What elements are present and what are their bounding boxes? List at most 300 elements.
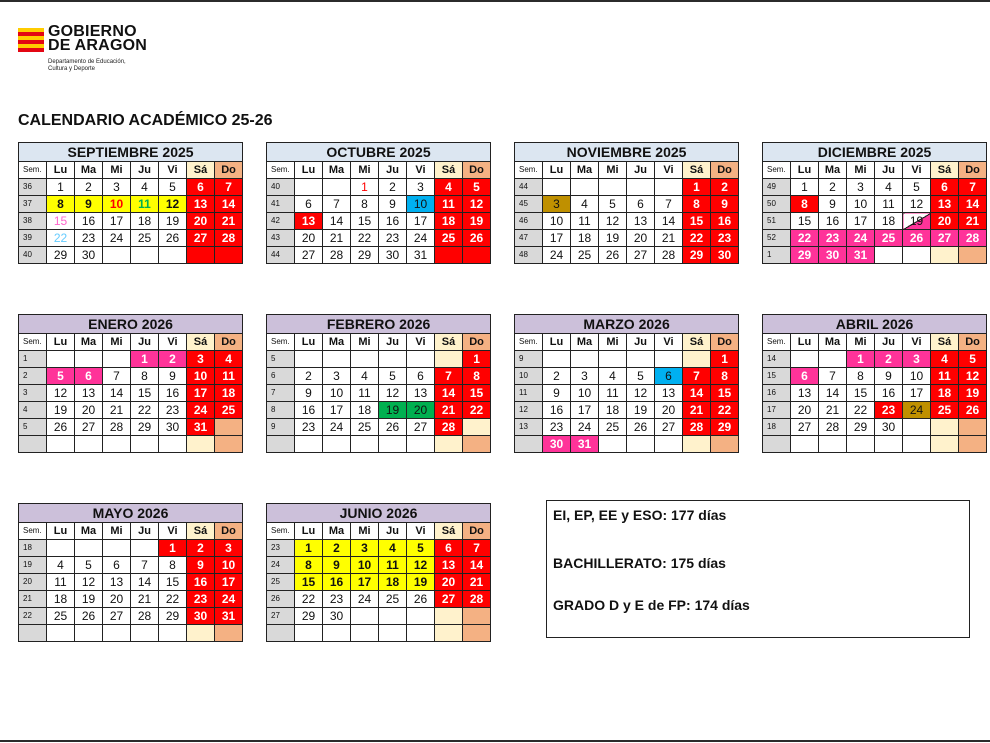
week-number: 26: [267, 591, 295, 608]
week-row: [19, 419, 243, 436]
weekday-header: Ma: [323, 334, 351, 351]
week-row: [19, 179, 243, 196]
week-number: 39: [19, 230, 47, 247]
day-cell: [187, 625, 215, 642]
day-cell: 7: [103, 368, 131, 385]
week-row: [267, 436, 491, 453]
day-cell: 3: [215, 540, 243, 557]
day-cell: 11: [599, 385, 627, 402]
day-cell: 3: [351, 540, 379, 557]
day-cell: [543, 179, 571, 196]
week-row: [19, 196, 243, 213]
weekday-header: Vi: [159, 334, 187, 351]
day-cell: 1: [683, 179, 711, 196]
week-row: [515, 368, 739, 385]
day-cell: [103, 436, 131, 453]
day-cell: 27: [407, 419, 435, 436]
weekday-header: Ju: [627, 162, 655, 179]
day-cell: 9: [295, 385, 323, 402]
weekday-header: Ju: [131, 523, 159, 540]
day-cell: 31: [407, 247, 435, 264]
day-cell: 13: [187, 196, 215, 213]
week-number: 17: [763, 402, 791, 419]
day-cell: 17: [543, 230, 571, 247]
day-cell: 14: [215, 196, 243, 213]
day-cell: 14: [435, 385, 463, 402]
day-cell: 6: [627, 196, 655, 213]
day-cell: 17: [323, 402, 351, 419]
day-cell: 15: [159, 574, 187, 591]
day-cell: 12: [75, 574, 103, 591]
day-cell: 30: [819, 247, 847, 264]
day-cell: 30: [187, 608, 215, 625]
day-cell: 3: [103, 179, 131, 196]
day-cell: 9: [159, 368, 187, 385]
day-cell: 21: [103, 402, 131, 419]
day-cell: 21: [131, 591, 159, 608]
weekday-header: Sá: [435, 334, 463, 351]
week-row: [515, 351, 739, 368]
weekday-header: Do: [215, 334, 243, 351]
week-row: [267, 419, 491, 436]
day-cell: 6: [295, 196, 323, 213]
day-cell: 15: [351, 213, 379, 230]
day-cell: 12: [379, 385, 407, 402]
week-row: [763, 230, 987, 247]
month-title: FEBRERO 2026: [267, 315, 491, 334]
day-cell: 4: [875, 179, 903, 196]
month-table: [762, 314, 987, 453]
day-cell: 19: [959, 385, 987, 402]
month-table: [266, 142, 491, 264]
day-cell: 11: [351, 385, 379, 402]
day-cell: 19: [47, 402, 75, 419]
week-column-header: Sem.: [763, 334, 791, 351]
calendar-june: [266, 503, 490, 642]
day-cell: 22: [683, 230, 711, 247]
week-row: [19, 625, 243, 642]
weekday-header: Lu: [47, 162, 75, 179]
day-cell: 27: [75, 419, 103, 436]
day-cell: [655, 179, 683, 196]
day-cell: 16: [711, 213, 739, 230]
day-cell: 20: [103, 591, 131, 608]
day-cell: 8: [847, 368, 875, 385]
day-cell: 6: [791, 368, 819, 385]
day-cell: 5: [47, 368, 75, 385]
day-cell: 27: [931, 230, 959, 247]
day-cell: 10: [351, 557, 379, 574]
day-cell: 15: [711, 385, 739, 402]
day-cell: 19: [599, 230, 627, 247]
day-cell: 8: [47, 196, 75, 213]
day-cell: 10: [103, 196, 131, 213]
day-cell: 5: [75, 557, 103, 574]
day-cell: 7: [435, 368, 463, 385]
weekday-header: Lu: [543, 334, 571, 351]
day-cell: [187, 247, 215, 264]
day-cell: 11: [571, 213, 599, 230]
day-cell: 9: [819, 196, 847, 213]
day-cell: 9: [379, 196, 407, 213]
week-row: [267, 179, 491, 196]
weekday-header: Mi: [351, 523, 379, 540]
week-row: [763, 351, 987, 368]
day-cell: 7: [959, 179, 987, 196]
day-cell: 28: [959, 230, 987, 247]
day-cell: [379, 351, 407, 368]
week-row: [19, 436, 243, 453]
month-title: ENERO 2026: [19, 315, 243, 334]
day-cell: 17: [847, 213, 875, 230]
day-cell: [75, 436, 103, 453]
day-cell: 30: [711, 247, 739, 264]
day-cell: 8: [131, 368, 159, 385]
day-cell: [599, 351, 627, 368]
weekday-header: Do: [959, 334, 987, 351]
day-cell: 19: [407, 574, 435, 591]
week-row: [515, 436, 739, 453]
week-number: 41: [267, 196, 295, 213]
day-cell: 29: [159, 608, 187, 625]
weekday-header: Sá: [187, 162, 215, 179]
day-cell: [711, 436, 739, 453]
day-cell: 15: [463, 385, 491, 402]
month-title: OCTUBRE 2025: [267, 143, 491, 162]
week-number: 22: [19, 608, 47, 625]
calendar-may: [18, 503, 242, 642]
weekday-header: Lu: [295, 334, 323, 351]
day-cell: 1: [351, 179, 379, 196]
day-cell: 1: [463, 351, 491, 368]
day-cell: 17: [103, 213, 131, 230]
weekday-header: Mi: [351, 334, 379, 351]
day-cell: 23: [875, 402, 903, 419]
day-cell: [215, 247, 243, 264]
day-cell: 27: [295, 247, 323, 264]
day-cell: 22: [295, 591, 323, 608]
day-cell: 28: [819, 419, 847, 436]
day-cell: [103, 247, 131, 264]
day-cell: 29: [131, 419, 159, 436]
day-cell: 11: [131, 196, 159, 213]
week-row: [515, 419, 739, 436]
week-number: 19: [19, 557, 47, 574]
day-cell: [75, 625, 103, 642]
day-cell: [407, 436, 435, 453]
weekday-header: Lu: [791, 162, 819, 179]
day-cell: [131, 436, 159, 453]
week-number: 27: [267, 608, 295, 625]
day-cell: 25: [931, 402, 959, 419]
week-number: 36: [19, 179, 47, 196]
day-cell: [295, 351, 323, 368]
day-cell: 29: [711, 419, 739, 436]
day-cell: 23: [819, 230, 847, 247]
day-cell: [323, 351, 351, 368]
day-cell: 6: [187, 179, 215, 196]
weekday-header: Sá: [931, 334, 959, 351]
day-cell: 8: [295, 557, 323, 574]
week-row: [763, 179, 987, 196]
weekday-header: Vi: [407, 162, 435, 179]
day-cell: 16: [543, 402, 571, 419]
day-cell: 31: [847, 247, 875, 264]
day-cell: 26: [47, 419, 75, 436]
month-title: JUNIO 2026: [267, 504, 491, 523]
day-cell: 17: [351, 574, 379, 591]
day-cell: 24: [543, 247, 571, 264]
week-number: 51: [763, 213, 791, 230]
day-cell: 28: [215, 230, 243, 247]
day-cell: 7: [131, 557, 159, 574]
weekday-header: Lu: [47, 334, 75, 351]
week-column-header: Sem.: [763, 162, 791, 179]
weekday-header: Ju: [379, 162, 407, 179]
weekday-header: Do: [463, 523, 491, 540]
day-cell: [791, 351, 819, 368]
day-cell: [351, 351, 379, 368]
week-row: [267, 402, 491, 419]
day-cell: 12: [959, 368, 987, 385]
weekday-header: Mi: [599, 162, 627, 179]
day-cell: 23: [295, 419, 323, 436]
weekday-header: Vi: [407, 334, 435, 351]
day-cell: 28: [463, 591, 491, 608]
calendar-september: [18, 142, 242, 264]
day-cell: 14: [655, 213, 683, 230]
day-cell: 12: [627, 385, 655, 402]
day-cell: 16: [159, 385, 187, 402]
weekday-header: Lu: [47, 523, 75, 540]
month-table: [18, 314, 243, 453]
day-cell: 23: [379, 230, 407, 247]
day-cell: 24: [571, 419, 599, 436]
weekday-header: Ju: [875, 334, 903, 351]
top-rule: [0, 0, 990, 2]
day-cell: 12: [407, 557, 435, 574]
weekday-header: Do: [711, 334, 739, 351]
week-number: [763, 436, 791, 453]
day-cell: [323, 625, 351, 642]
day-cell: 5: [627, 368, 655, 385]
day-cell: [379, 436, 407, 453]
day-cell: 13: [931, 196, 959, 213]
day-cell: 23: [159, 402, 187, 419]
day-cell: 7: [323, 196, 351, 213]
day-cell: 3: [323, 368, 351, 385]
day-cell: 3: [847, 179, 875, 196]
week-number: [19, 436, 47, 453]
week-column-header: Sem.: [267, 162, 295, 179]
day-cell: [47, 540, 75, 557]
day-cell: 23: [543, 419, 571, 436]
day-cell: 27: [791, 419, 819, 436]
week-number: 6: [267, 368, 295, 385]
day-cell: [655, 436, 683, 453]
day-cell: [351, 436, 379, 453]
school-days-summary: [546, 500, 970, 638]
week-row: [19, 230, 243, 247]
day-cell: 2: [379, 179, 407, 196]
week-number: 48: [515, 247, 543, 264]
day-cell: 25: [875, 230, 903, 247]
day-cell: 28: [323, 247, 351, 264]
week-row: [19, 402, 243, 419]
week-number: 7: [267, 385, 295, 402]
week-number: 16: [763, 385, 791, 402]
week-row: [515, 402, 739, 419]
week-row: [19, 351, 243, 368]
week-row: [19, 557, 243, 574]
weekday-header: Ma: [75, 334, 103, 351]
logo-department: [48, 59, 126, 73]
weekday-header: Ju: [875, 162, 903, 179]
day-cell: [875, 247, 903, 264]
day-cell: [131, 247, 159, 264]
month-table: [266, 314, 491, 453]
week-column-header: Sem.: [267, 334, 295, 351]
day-cell: [903, 419, 931, 436]
day-cell: 13: [627, 213, 655, 230]
day-cell: 14: [131, 574, 159, 591]
week-number: 11: [515, 385, 543, 402]
weekday-header: Ju: [379, 523, 407, 540]
day-cell: 23: [323, 591, 351, 608]
day-cell: [819, 351, 847, 368]
weekday-header: Mi: [103, 334, 131, 351]
day-cell: [463, 608, 491, 625]
week-number: 3: [19, 385, 47, 402]
week-number: 43: [267, 230, 295, 247]
day-cell: [819, 436, 847, 453]
day-cell: [463, 625, 491, 642]
day-cell: 2: [187, 540, 215, 557]
day-cell: 5: [959, 351, 987, 368]
day-cell: 19: [627, 402, 655, 419]
month-table: [514, 142, 739, 264]
day-cell: 10: [571, 385, 599, 402]
aragon-stripes-icon: [18, 28, 44, 52]
day-cell: [571, 351, 599, 368]
weekday-header: Ma: [571, 162, 599, 179]
day-cell: 7: [215, 179, 243, 196]
weekday-header: Lu: [791, 334, 819, 351]
summary-bachillerato: BACHILLERATO: 175 días: [553, 555, 726, 571]
week-row: [19, 608, 243, 625]
day-cell: 13: [655, 385, 683, 402]
day-cell: 19: [463, 213, 491, 230]
day-cell: 5: [463, 179, 491, 196]
month-table: [18, 503, 243, 642]
weekday-header: Lu: [295, 523, 323, 540]
day-cell: [215, 419, 243, 436]
day-cell: 6: [931, 179, 959, 196]
day-cell: [379, 608, 407, 625]
day-cell: 4: [131, 179, 159, 196]
day-cell: 30: [543, 436, 571, 453]
day-cell: 2: [543, 368, 571, 385]
day-cell: 18: [379, 574, 407, 591]
day-cell: 21: [683, 402, 711, 419]
calendar-february: [266, 314, 490, 453]
logo-name: [48, 25, 147, 53]
day-cell: 13: [103, 574, 131, 591]
day-cell: 10: [323, 385, 351, 402]
week-number: 14: [763, 351, 791, 368]
day-cell: [627, 351, 655, 368]
day-cell: 16: [187, 574, 215, 591]
day-cell: 11: [435, 196, 463, 213]
week-row: [19, 385, 243, 402]
day-cell: 27: [103, 608, 131, 625]
summary-fp: GRADO D y E de FP: 174 días: [553, 597, 750, 613]
day-cell: 18: [931, 385, 959, 402]
day-cell: 24: [903, 402, 931, 419]
weekday-header: Ma: [75, 162, 103, 179]
calendar-december: [762, 142, 986, 264]
day-cell: 21: [323, 230, 351, 247]
weekday-header: Ju: [131, 162, 159, 179]
day-cell: 4: [215, 351, 243, 368]
week-number: 25: [267, 574, 295, 591]
day-cell: 12: [463, 196, 491, 213]
day-cell: 31: [571, 436, 599, 453]
calendar-march: [514, 314, 738, 453]
weekday-header: Vi: [903, 162, 931, 179]
day-cell: [187, 436, 215, 453]
day-cell: 16: [295, 402, 323, 419]
week-column-header: Sem.: [515, 162, 543, 179]
day-cell: 15: [295, 574, 323, 591]
weekday-header: Sá: [435, 162, 463, 179]
day-cell: 23: [75, 230, 103, 247]
weekday-header: Ju: [627, 334, 655, 351]
day-cell: 1: [711, 351, 739, 368]
day-cell: [655, 351, 683, 368]
day-cell: 2: [323, 540, 351, 557]
day-cell: 10: [407, 196, 435, 213]
day-cell: [847, 436, 875, 453]
weekday-header: Ju: [131, 334, 159, 351]
calendar-january: [18, 314, 242, 453]
weekday-header: Ma: [75, 523, 103, 540]
day-cell: 7: [683, 368, 711, 385]
weekday-header: Vi: [159, 523, 187, 540]
document-title: CALENDARIO ACADÉMICO 25-26: [18, 112, 273, 129]
day-cell: 29: [847, 419, 875, 436]
week-number: 21: [19, 591, 47, 608]
day-cell: 24: [103, 230, 131, 247]
day-cell: 21: [959, 213, 987, 230]
weekday-header: Vi: [655, 334, 683, 351]
day-cell: [571, 179, 599, 196]
day-cell: 20: [75, 402, 103, 419]
day-cell: 8: [463, 368, 491, 385]
week-row: [267, 213, 491, 230]
week-row: [515, 179, 739, 196]
day-cell: [47, 625, 75, 642]
logo-dept-line-1: Departamento de Educación,: [48, 59, 126, 65]
day-cell: 11: [47, 574, 75, 591]
day-cell: 15: [131, 385, 159, 402]
week-row: [267, 230, 491, 247]
day-cell: 21: [463, 574, 491, 591]
day-cell: 23: [711, 230, 739, 247]
day-cell: [295, 179, 323, 196]
day-cell: 8: [791, 196, 819, 213]
week-row: [515, 385, 739, 402]
